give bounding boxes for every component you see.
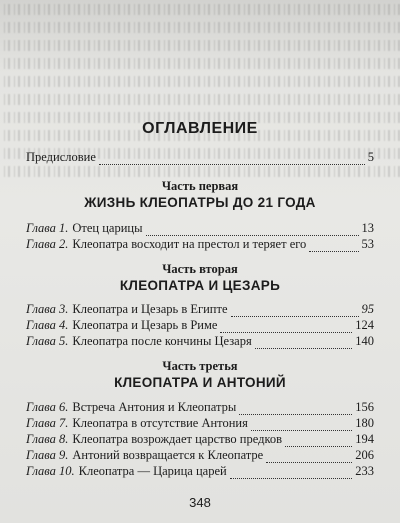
chapter-number: Глава 4. [26,318,69,332]
toc-entry [26,302,374,317]
chapter-number: Глава 10. [26,464,75,478]
entry-page: 124 [355,318,374,332]
chapter-number: Глава 2. [26,237,69,251]
toc-entry [26,464,374,479]
leader-dots [99,154,365,165]
entry-title: Предисловие [26,150,96,164]
toc-entry [26,416,374,431]
entry-page: 5 [367,150,374,164]
entry-title: Клеопатра и Цезарь в Египте [72,302,228,316]
entry-page: 194 [355,432,374,446]
leader-dots [220,322,352,333]
chapter-number: Глава 3. [26,302,69,316]
part-label: Часть третья [162,359,238,373]
leader-dots [255,338,353,349]
page-number: 348 [189,495,211,510]
leader-dots [146,225,359,236]
entry-page: 95 [361,302,374,316]
toc-entry-preface [26,150,374,165]
part-title: КЛЕОПАТРА И АНТОНИЙ [114,375,286,390]
part-title: ЖИЗНЬ КЛЕОПАТРЫ ДО 21 ГОДА [84,195,316,210]
leader-dots [231,306,359,317]
toc-entry [26,237,374,252]
chapter-number: Глава 8. [26,432,69,446]
entry-title: Клеопатра после кончины Цезаря [72,334,252,348]
entry-title: Антоний возвращается к Клеопатре [72,448,264,462]
entry-page: 156 [355,400,374,414]
leader-dots [230,468,353,479]
chapter-number: Глава 6. [26,400,69,414]
toc-entry [26,334,374,349]
leader-dots [309,241,358,252]
entry-page: 13 [361,221,374,235]
entry-title: Клеопатра восходит на престол и теряет его [72,237,307,251]
entry-title: Клеопатра возрождает царство предков [72,432,283,446]
chapter-number: Глава 1. [26,221,69,235]
entry-title: Клеопатра — Царица царей [78,464,227,478]
toc-entry [26,448,374,463]
leader-dots [266,452,352,463]
chapter-number: Глава 7. [26,416,69,430]
leader-dots [251,420,352,431]
toc-heading: ОГЛАВЛЕНИЕ [142,120,258,137]
entry-page: 53 [361,237,374,251]
toc-entry [26,221,374,236]
entry-page: 233 [355,464,374,478]
leader-dots [285,436,352,447]
entry-page: 180 [355,416,374,430]
entry-title: Встреча Антония и Клеопатры [72,400,237,414]
part-label: Часть первая [161,179,239,193]
toc-entry [26,432,374,447]
toc-entry [26,400,374,415]
leader-dots [239,404,352,415]
entry-title: Клеопатра и Цезарь в Риме [72,318,218,332]
entry-page: 206 [355,448,374,462]
entry-title: Отец царицы [72,221,143,235]
part-title: КЛЕОПАТРА И ЦЕЗАРЬ [119,278,281,293]
chapter-number: Глава 9. [26,448,69,462]
entry-page: 140 [355,334,374,348]
toc-entry [26,318,374,333]
part-label: Часть вторая [162,262,238,276]
chapter-number: Глава 5. [26,334,69,348]
entry-title: Клеопатра в отсутствие Антония [72,416,248,430]
